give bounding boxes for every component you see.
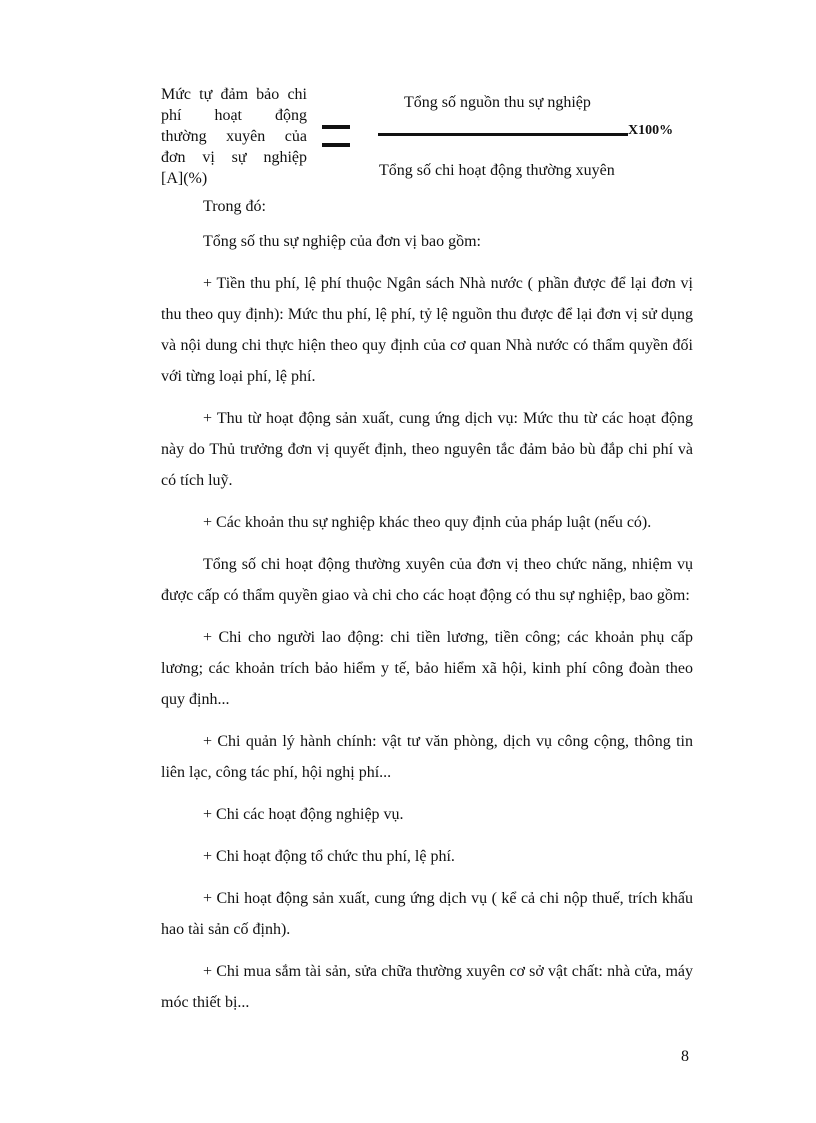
page-number: 8 [681,1048,689,1065]
paragraph: + Chi các hoạt động nghiệp vụ. [203,806,404,823]
equals-bar-top [322,125,350,129]
paragraph: + Chi quản lý hành chính: vật tư văn phòng, dịch vụ công cộng, thông tin liên lạc, công tác phí, hội nghị phí... [161,733,693,781]
formula-left-line: đơn vị sự nghiệp [161,149,307,166]
formula-left-line: phí hoạt động [161,107,307,124]
formula-left-line: [A](%) [161,170,208,187]
formula-multiplier: X100% [628,123,674,138]
paragraph: + Chi mua sắm tài sản, sửa chữa thường xuyên cơ sở vật chất: nhà cửa, máy móc thiết bị... [161,963,693,1011]
paragraph: + Chi hoạt động tổ chức thu phí, lệ phí. [203,848,455,865]
formula-left-label [161,84,307,189]
fraction-line [378,133,628,136]
equals-sign [322,125,350,147]
paragraph: + Chi cho người lao động: chi tiền lương, tiền công; các khoản phụ cấp lương; các khoản trích bảo hiểm y tế, bảo hiểm xã hội, kinh phí công đoàn theo quy định... [161,629,693,708]
paragraph: + Các khoản thu sự nghiệp khác theo quy định của pháp luật (nếu có). [203,514,652,531]
formula-left-line: thường xuyên của [161,128,307,145]
paragraph: + Tiền thu phí, lệ phí thuộc Ngân sách Nhà nước ( phần được để lại đơn vị thu theo quy định): Mức thu phí, lệ phí, tỷ lệ nguồn thu được để lại đơn vị sử dụng và nội dung chi thực hiện theo quy định của cơ quan Nhà nước có thẩm quyền đối với từng loại phí, lệ phí. [161,275,693,385]
formula-left-line: Mức tự đảm bảo chi [161,86,307,103]
formula-numerator: Tổng số nguồn thu sự nghiệp [404,94,591,111]
paragraph: + Chi hoạt động sản xuất, cung ứng dịch vụ ( kể cả chi nộp thuế, trích khấu hao tài sản cố định). [161,890,693,938]
paragraph: Tổng số chi hoạt động thường xuyên của đơn vị theo chức năng, nhiệm vụ được cấp có thẩm quyền giao và chi cho các hoạt động có thu sự nghiệp, bao gồm: [161,556,693,604]
equals-bar-bottom [322,143,350,147]
paragraph: Tổng số thu sự nghiệp của đơn vị bao gồm: [203,233,481,250]
paragraph: + Thu từ hoạt động sản xuất, cung ứng dịch vụ: Mức thu từ các hoạt động này do Thủ trưởng đơn vị quyết định, theo nguyên tắc đảm bảo bù đắp chi phí và có tích luỹ. [161,410,693,489]
paragraph: Trong đó: [203,198,266,215]
body-text [161,191,693,1029]
formula-denominator: Tổng số chi hoạt động thường xuyên [379,162,615,179]
